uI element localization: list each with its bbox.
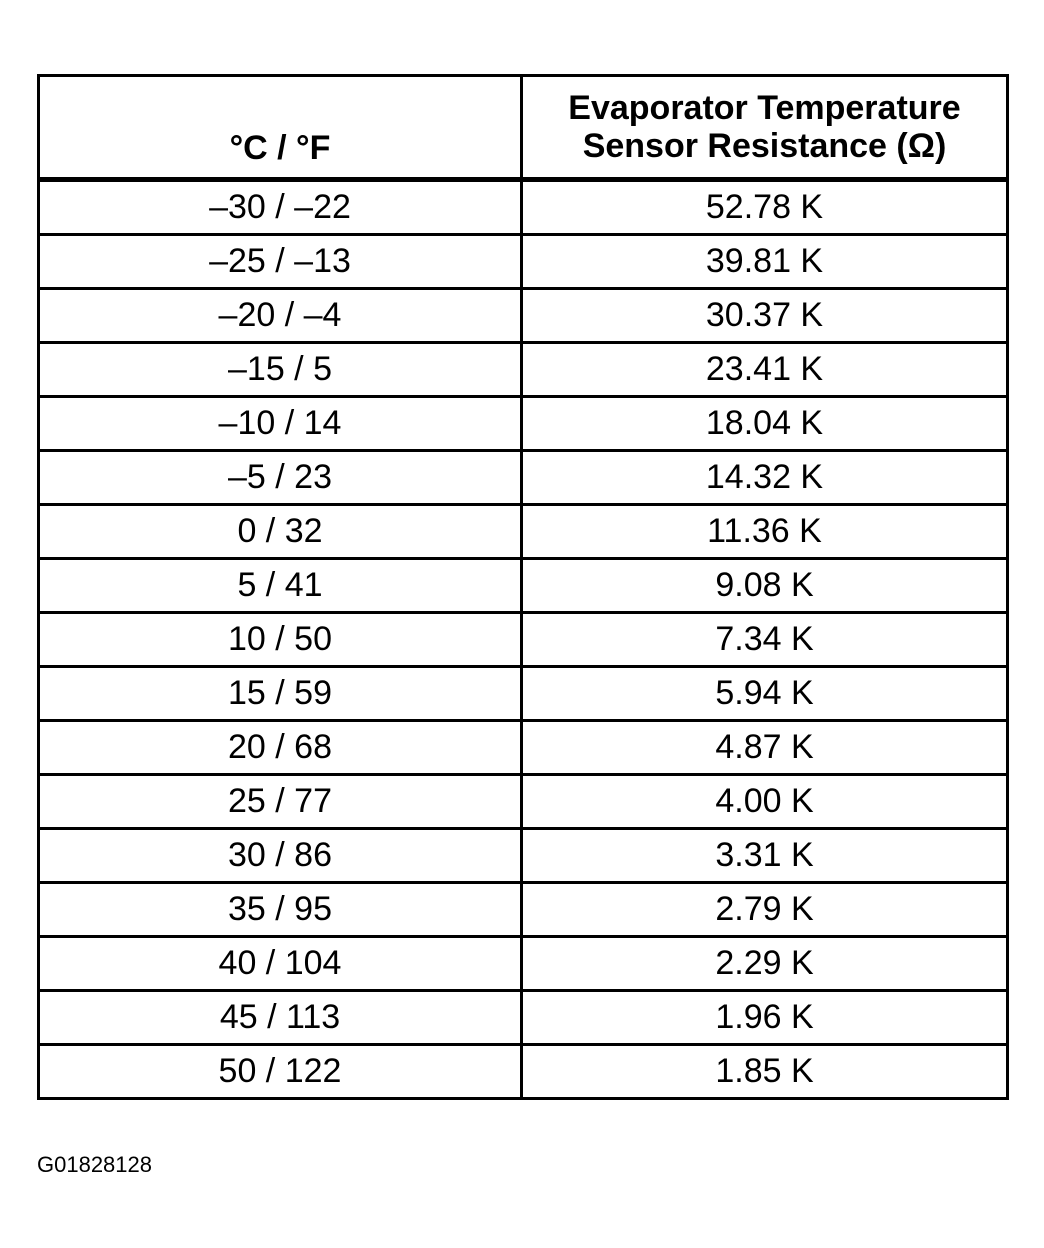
cell-resistance: 3.31 K [522,829,1008,883]
cell-temperature: 5 / 41 [39,559,522,613]
table-row [39,343,1008,397]
cell-resistance: 11.36 K [522,505,1008,559]
table-row [39,559,1008,613]
cell-resistance: 7.34 K [522,613,1008,667]
table-row [39,1045,1008,1099]
table-row [39,235,1008,289]
cell-resistance: 1.96 K [522,991,1008,1045]
cell-resistance: 30.37 K [522,289,1008,343]
cell-temperature: 40 / 104 [39,937,522,991]
cell-resistance: 2.79 K [522,883,1008,937]
cell-resistance: 18.04 K [522,397,1008,451]
table-row [39,775,1008,829]
cell-temperature: 45 / 113 [39,991,522,1045]
resistance-table [37,74,1009,1100]
header-temperature: °C / °F [39,76,522,180]
cell-resistance: 1.85 K [522,1045,1008,1099]
table-row [39,829,1008,883]
cell-temperature: 10 / 50 [39,613,522,667]
cell-temperature: 50 / 122 [39,1045,522,1099]
cell-temperature: –10 / 14 [39,397,522,451]
cell-temperature: –20 / –4 [39,289,522,343]
cell-resistance: 9.08 K [522,559,1008,613]
cell-temperature: –30 / –22 [39,180,522,235]
header-resistance [522,76,1008,180]
figure-id: G01828128 [37,1152,152,1177]
cell-resistance: 2.29 K [522,937,1008,991]
header-resistance-line1: Evaporator Temperature [568,89,961,127]
table-body [39,180,1008,1099]
table-row [39,289,1008,343]
table-header-row [39,76,1008,180]
table-row [39,883,1008,937]
cell-resistance: 39.81 K [522,235,1008,289]
resistance-table-container [37,74,1006,1100]
cell-temperature: –25 / –13 [39,235,522,289]
cell-resistance: 4.87 K [522,721,1008,775]
cell-temperature: –5 / 23 [39,451,522,505]
table-row [39,613,1008,667]
cell-temperature: 15 / 59 [39,667,522,721]
cell-resistance: 52.78 K [522,180,1008,235]
table-row [39,180,1008,235]
cell-resistance: 14.32 K [522,451,1008,505]
table-row [39,667,1008,721]
cell-temperature: 30 / 86 [39,829,522,883]
cell-resistance: 23.41 K [522,343,1008,397]
header-resistance-line2: Sensor Resistance (Ω) [582,127,947,165]
cell-temperature: 25 / 77 [39,775,522,829]
cell-resistance: 5.94 K [522,667,1008,721]
table-row [39,451,1008,505]
table-row [39,397,1008,451]
table-row [39,991,1008,1045]
cell-temperature: 20 / 68 [39,721,522,775]
cell-temperature: –15 / 5 [39,343,522,397]
cell-resistance: 4.00 K [522,775,1008,829]
table-row [39,505,1008,559]
table-row [39,721,1008,775]
cell-temperature: 35 / 95 [39,883,522,937]
table-row [39,937,1008,991]
cell-temperature: 0 / 32 [39,505,522,559]
